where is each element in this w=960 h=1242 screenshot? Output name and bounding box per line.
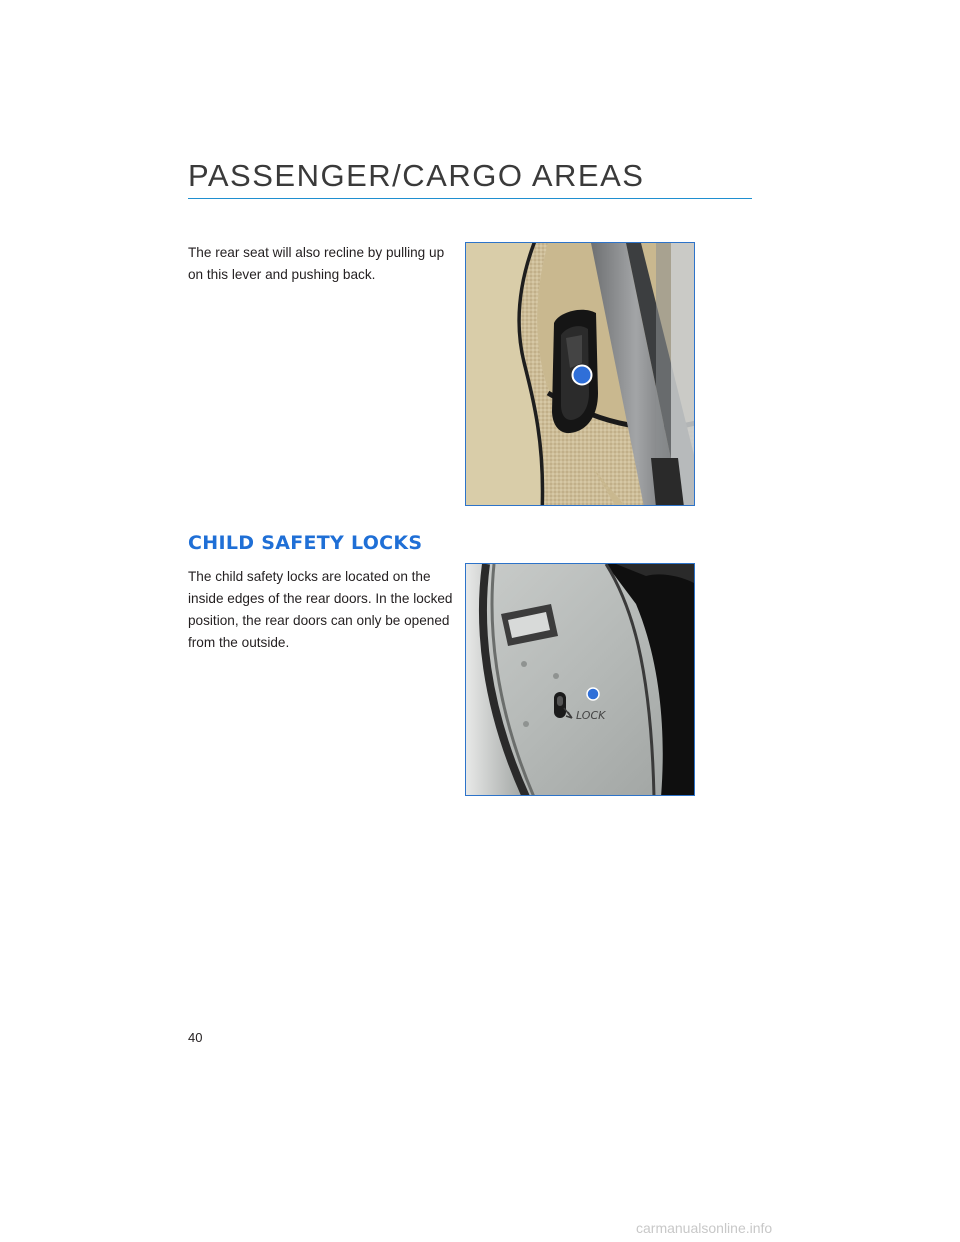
title-divider [188,198,752,199]
child-safety-lock-photo [465,563,695,796]
recline-paragraph: The rear seat will also recline by pulling up on this lever and pushing back. [188,245,445,282]
child-locks-paragraph: The child safety locks are located on the inside edges of the rear doors. In the locked position, the rear doors can only be opened from the outside. [188,569,453,650]
page-title: PASSENGER/CARGO AREAS [188,158,645,193]
page-number: 40 [188,1030,203,1045]
child-safety-locks-heading: CHILD SAFETY LOCKS [188,532,423,554]
seat-recline-lever-photo [465,242,695,506]
lock-label: LOCK [576,709,606,722]
watermark: carmanualsonline.info [636,1220,773,1236]
blue-dot-marker-icon [587,688,599,700]
blue-dot-marker-icon [573,366,592,385]
